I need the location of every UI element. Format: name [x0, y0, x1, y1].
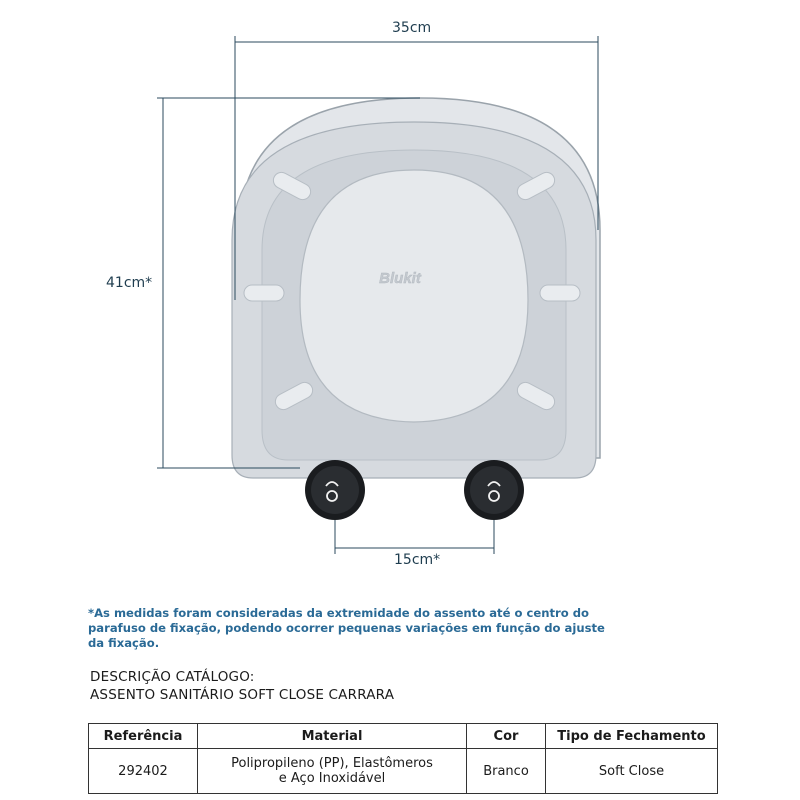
fixing-distance-dimension: [335, 520, 494, 554]
fixing-distance-label: 15cm*: [394, 552, 441, 568]
product-name: ASSENTO SANITÁRIO SOFT CLOSE CARRARA: [90, 687, 395, 703]
header-reference: Referência: [89, 724, 198, 749]
header-closing-type: Tipo de Fechamento: [546, 724, 718, 749]
seat-opening: [300, 170, 528, 422]
cell-color: Branco: [467, 749, 546, 794]
cell-reference: 292402: [89, 749, 198, 794]
material-line-1: Polipropileno (PP), Elastômeros: [231, 756, 433, 771]
height-label: 41cm*: [106, 275, 153, 291]
catalog-heading: DESCRIÇÃO CATÁLOGO:: [90, 669, 255, 685]
bumper-pad: [244, 285, 284, 301]
cell-material: [198, 749, 467, 794]
table-row: [89, 749, 718, 794]
bumper-pad: [540, 285, 580, 301]
table-header-row: [89, 724, 718, 749]
catalog-description: [90, 668, 394, 704]
specification-table: [88, 723, 718, 794]
material-line-2: e Aço Inoxidável: [278, 771, 386, 786]
left-hinge: [305, 460, 365, 520]
cell-closing-type: Soft Close: [546, 749, 718, 794]
header-material: Material: [198, 724, 467, 749]
header-color: Cor: [467, 724, 546, 749]
measurement-note: *As medidas foram consideradas da extremidade do assento até o centro do parafuso de fixação, podendo ocorrer pequenas variações em função do ajuste da fixação.: [88, 606, 605, 650]
right-hinge: [464, 460, 524, 520]
brand-logo: Blukit: [379, 270, 421, 287]
width-label: 35cm: [392, 20, 432, 36]
